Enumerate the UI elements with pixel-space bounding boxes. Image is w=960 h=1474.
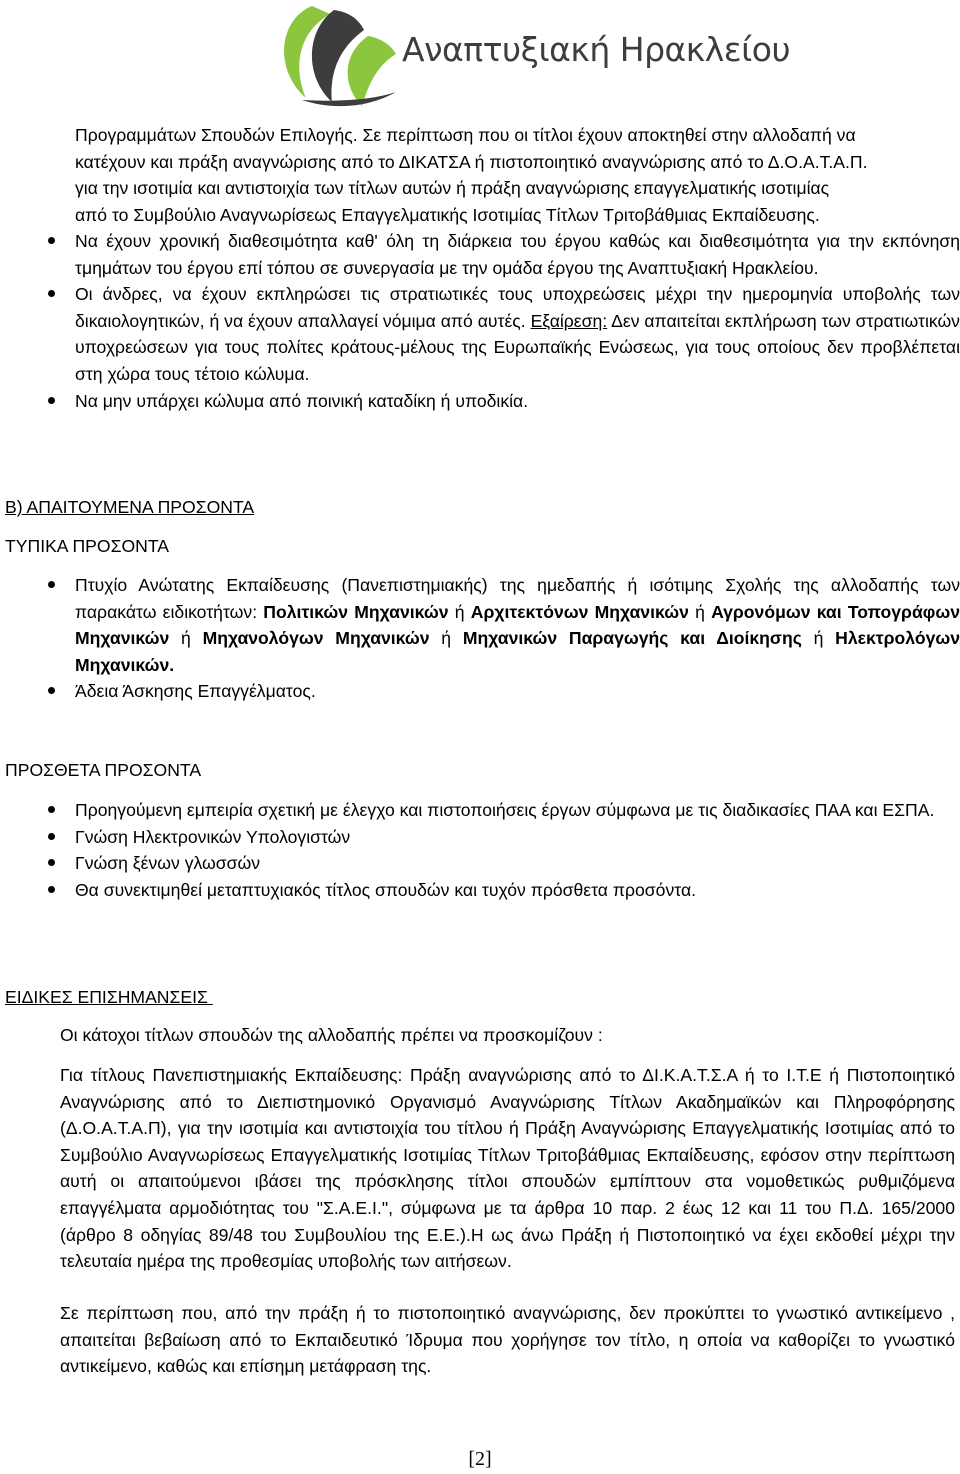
or-text: ή (169, 628, 203, 649)
list-item (40, 572, 960, 678)
list-item (40, 281, 960, 387)
logo-emblem-icon (284, 6, 396, 106)
logo-text: Αναπτυξιακή Ηρακλείου (402, 30, 791, 69)
specialty: Μηχανικών Παραγωγής και Διοίκησης (462, 628, 802, 649)
specialty: Αγρονόμων και Τοπογράφων Μηχανικών (75, 601, 960, 649)
or-text: ή (448, 601, 471, 622)
or-text: ή (429, 628, 463, 649)
or-text: ή (801, 628, 836, 649)
intro-line: κατέχουν και πράξη αναγνώρισης από το ΔΙΚΑΤΣΑ ή πιστοποιητικό αναγνώρισης από το Δ.Ο.Α.Τ.Α.Π. (75, 151, 868, 172)
list-item-text: Οι άνδρες, να έχουν εκπληρώσει τις στρατιωτικές τους υποχρεώσεις μέχρι την ημερομηνία υποβολής των δικαιολογητικών, ή να έχουν απαλλαγεί νόμιμα από αυτές. (75, 284, 960, 331)
list-item (40, 850, 960, 877)
intro-paragraph (75, 122, 960, 228)
list-item-text: Να μην υπάρχει κώλυμα από ποινική καταδίκη ή υποδικία. (75, 390, 529, 411)
typical-qualifications-list (40, 572, 960, 705)
list-item (40, 877, 960, 904)
list-item-text: Να έχουν χρονική διαθεσιμότητα καθ' όλη τη διάρκεια του έργου καθώς και διαθεσιμότητα για την εκπόνηση τμημάτων του έργου επί τόπου σε συνεργασία με την ομάδα έργου της Αναπτυξιακή Ηρακλείου. (75, 231, 960, 278)
list-item-text: Άδεια Άσκησης Επαγγέλματος. (75, 681, 316, 702)
list-item-text: Προηγούμενη εμπειρία σχετική με έλεγχο και πιστοποιήσεις έργων σύμφωνα με τις διαδικασίες ΠΑΑ και ΕΣΠΑ. (75, 800, 935, 820)
bullet-icon (48, 806, 55, 813)
typical-qualifications-title: ΤΥΠΙΚΑ ΠΡΟΣΟΝΤΑ (5, 536, 170, 556)
special-notes-paragraph: Σε περίπτωση που, από την πράξη ή το πιστοποιητικό αναγνώρισης, δεν προκύπτει το γνωστικό αντικείμενο , απαιτείται βεβαίωση από το Εκπαιδευτικό Ίδρυμα που χορήγησε τον τίτλο, η οποία να καθορίζει το γνωστικό αντικείμενο, καθώς και επίσημη μετάφραση της. (60, 1303, 955, 1377)
bullet-icon (48, 237, 55, 244)
or-text: ή (688, 601, 712, 622)
specialty: Πολιτικών Μηχανικών (263, 601, 449, 622)
exception-label: Εξαίρεση: (530, 310, 608, 331)
bullet-icon (48, 859, 55, 866)
bullet-icon (48, 290, 55, 297)
specialty: Μηχανολόγων Μηχανικών (202, 628, 430, 649)
additional-qualifications-list (40, 797, 960, 903)
list-item-text: Θα συνεκτιμηθεί μεταπτυχιακός τίτλος σπουδών και τυχόν πρόσθετα προσόντα. (75, 879, 697, 900)
bullet-icon (48, 397, 55, 404)
special-notes-title: ΕΙΔΙΚΕΣ ΕΠΙΣΗΜΑΝΣΕΙΣ (5, 987, 213, 1007)
list-item (40, 388, 960, 415)
list-item (40, 797, 960, 824)
degree-text: Πτυχίο Ανώτατης Εκπαίδευσης (Πανεπιστημιακής) της ημεδαπής ή ισότιμης Σχολής της αλλοδαπής των παρακάτω ειδικοτήτων: (75, 575, 960, 622)
list-item-text: Γνώση Ηλεκτρονικών Υπολογιστών (75, 826, 351, 847)
bullet-icon (48, 886, 55, 893)
requirements-list (40, 228, 960, 414)
section-b-title: Β) ΑΠΑΙΤΟΥΜΕΝΑ ΠΡΟΣΟΝΤΑ (5, 497, 255, 517)
list-item (40, 228, 960, 281)
additional-qualifications-title: ΠΡΟΣΘΕΤΑ ΠΡΟΣΟΝΤΑ (5, 760, 202, 780)
exception-text: Δεν απαιτείται εκπλήρωση των στρατιωτικών υποχρεώσεων για τους πολίτες κράτους-μέλους της Ευρωπαϊκής Ενώσεως, για τους οποίους δεν προβλέπεται στη χώρα τους τέτοιο κώλυμα. (75, 310, 960, 384)
special-notes-intro: Οι κάτοχοι τίτλων σπουδών της αλλοδαπής πρέπει να προσκομίζουν : (60, 1025, 603, 1045)
intro-line: για την ισοτιμία και αντιστοιχία των τίτλων αυτών ή πράξη αναγνώρισης επαγγελματικής ισοτιμίας (75, 178, 830, 199)
list-item-text: Γνώση ξένων γλωσσών (75, 853, 261, 874)
end-punctuation: . (169, 654, 175, 675)
bullet-icon (48, 833, 55, 840)
specialty: Ηλεκτρολόγων Μηχανικών (75, 628, 960, 675)
specialty: Αρχιτεκτόνων Μηχανικών (470, 601, 689, 622)
bullet-icon (48, 687, 55, 694)
intro-line: από το Συμβούλιο Αναγνωρίσεως Επαγγελματικής Ισοτιμίας Τίτλων Τριτοβάθμιας Εκπαίδευσης. (75, 204, 820, 225)
special-notes-paragraph: Για τίτλους Πανεπιστημιακής Εκπαίδευσης: Πράξη αναγνώρισης από το ΔΙ.Κ.Α.Τ.Σ.Α ή το Ι.Τ.Ε ή Πιστοποιητικό Αναγνώρισης από το Διεπιστημονικό Οργανισμό Αναγνώρισης Τίτλων Ακαδημαϊκών και Πληροφόρησης (Δ.Ο.Α.Τ.Α.Π), για την ισοτιμία και αντιστοιχία του τίτλου ή Πράξη Αναγνώρισης Επαγγελματικής Ισοτιμίας από το Συμβούλιο Αναγνωρίσεως Επαγγελματικής Ισοτιμίας Τίτλων Τριτοβάθμιας Εκπαίδευσης, εφόσον στην περίπτωση αυτή οι απαιτούμενοι ιβάσει της πρόσκλησης τίτλοι σπουδών εμπίπτουν στα νομοθετικώς ρυθμιζόμενα επαγγέλματα αρμοδιότητας του "Σ.Α.Ε.Ι.", σύμφωνα με τα άρθρα 10 παρ. 2 έως 12 και 11 του Π.Δ. 165/2000 (άρθρο 8 οδηγίας 89/48 του Συμβουλίου της Ε.Ε.).Η ως άνω Πράξη ή Πιστοποιητικό να έχει εκδοθεί μέχρι την τελευταία ημέρα της προθεσμίας υποβολής των αιτήσεων. (60, 1065, 955, 1272)
list-item (40, 678, 960, 705)
page-number: [2] (468, 1448, 492, 1470)
list-item (40, 824, 960, 851)
bullet-icon (48, 581, 55, 588)
intro-line: Προγραμμάτων Σπουδών Επιλογής. Σε περίπτωση που οι τίτλοι έχουν αποκτηθεί στην αλλοδαπή να (75, 125, 856, 145)
